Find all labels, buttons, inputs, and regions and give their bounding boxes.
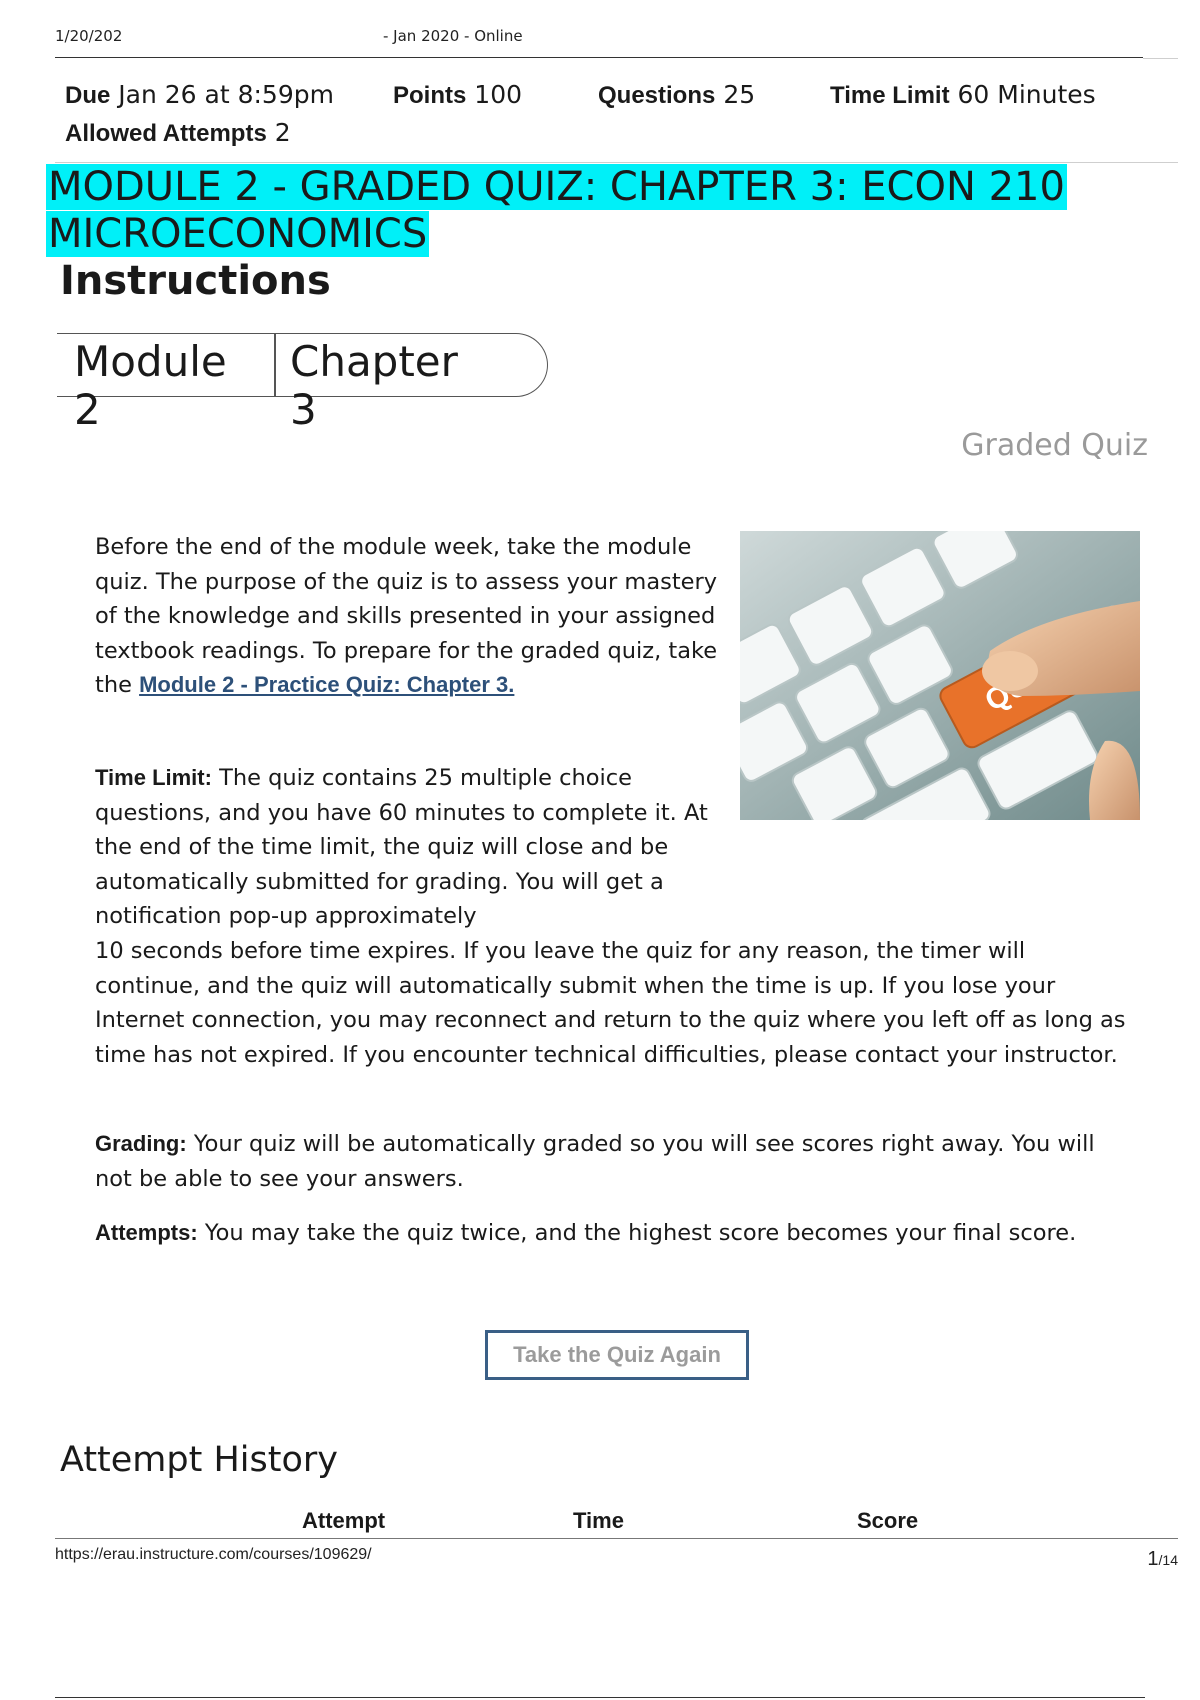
intro-paragraph (95, 530, 735, 703)
column-header-time: Time (573, 1508, 624, 1533)
grading-text: Your quiz will be automatically graded so you will see scores right away. You will not be able to see your answers. (95, 1131, 1095, 1192)
bottom-divider (55, 1697, 1145, 1698)
instructions-heading: Instructions (60, 258, 331, 304)
attempt-history-title: Attempt History (60, 1440, 338, 1480)
print-course-title: - Jan 2020 - Online (383, 27, 523, 45)
header-divider-extension (1143, 58, 1178, 59)
take-quiz-again-button[interactable]: Take the Quiz Again (485, 1330, 749, 1380)
meta-divider (55, 162, 1178, 163)
attempts-text: You may take the quiz twice, and the highest score becomes your final score. (204, 1220, 1077, 1246)
grading-heading: Grading: (95, 1131, 187, 1156)
attempts-heading: Attempts: (95, 1220, 198, 1245)
grading-paragraph (95, 1127, 1135, 1196)
page-current: 1 (1147, 1548, 1159, 1570)
points-label: Points (393, 82, 467, 109)
intro-text: Before the end of the module week, take the module quiz. The purpose of the quiz is to assess your mastery of the knowledge and skills presented in your assigned textbook readings. To prepare for the graded quiz, take the (95, 534, 718, 698)
time-limit-value: 60 Minutes (957, 80, 1096, 109)
print-footer-url: https://erau.instructure.com/courses/109629/ (55, 1546, 372, 1563)
meta-due (65, 76, 334, 115)
questions-label: Questions (598, 82, 716, 109)
time-limit-label: Time Limit (830, 82, 950, 109)
page-number (1147, 1548, 1178, 1571)
time-limit-text-a: The quiz contains 25 multiple choice questions, and you have 60 minutes to complete it. At the end of the time limit, the quiz will close and be automatically submitted for grading. You will get a notification pop-up approximately (95, 765, 708, 929)
chapter-tag: Chapter 3 (290, 337, 458, 434)
keyboard-quiz-key-image (740, 531, 1140, 820)
module-tag: Module 2 (74, 337, 227, 434)
graded-quiz-label: Graded Quiz (961, 428, 1148, 463)
due-label: Due (65, 82, 111, 109)
meta-questions (598, 76, 755, 115)
meta-points (393, 76, 522, 115)
due-value: Jan 26 at 8:59pm (118, 80, 334, 109)
column-header-attempt: Attempt (302, 1508, 386, 1533)
print-date: 1/20/202 (55, 27, 123, 45)
header-divider (55, 57, 1143, 58)
attempts-paragraph (95, 1216, 1135, 1251)
page-title-text: MODULE 2 - GRADED QUIZ: CHAPTER 3: ECON 210 MICROECONOMICS (48, 164, 1065, 257)
table-header-divider (55, 1538, 1178, 1539)
allowed-attempts-value: 2 (274, 118, 291, 147)
points-value: 100 (474, 80, 523, 109)
time-limit-paragraph (95, 761, 745, 934)
meta-allowed-attempts (65, 114, 291, 153)
page-title (46, 164, 1126, 258)
time-limit-heading: Time Limit: (95, 765, 212, 790)
banner-divider (274, 333, 276, 397)
allowed-attempts-label: Allowed Attempts (65, 120, 267, 147)
practice-quiz-link[interactable]: Module 2 - Practice Quiz: Chapter 3. (139, 672, 515, 697)
page-total: /14 (1158, 1552, 1178, 1568)
time-limit-text-b: 10 seconds before time expires. If you leave the quiz for any reason, the timer will continue, and the quiz will automatically submit when the time is up. If you lose your Internet connection, you may reconnect and return to the quiz where you left off as long as time has not expired. If you encounter technical difficulties, please contact your instructor. (95, 938, 1126, 1068)
column-header-score: Score (857, 1508, 919, 1533)
questions-value: 25 (723, 80, 756, 109)
meta-time-limit (830, 76, 1096, 115)
